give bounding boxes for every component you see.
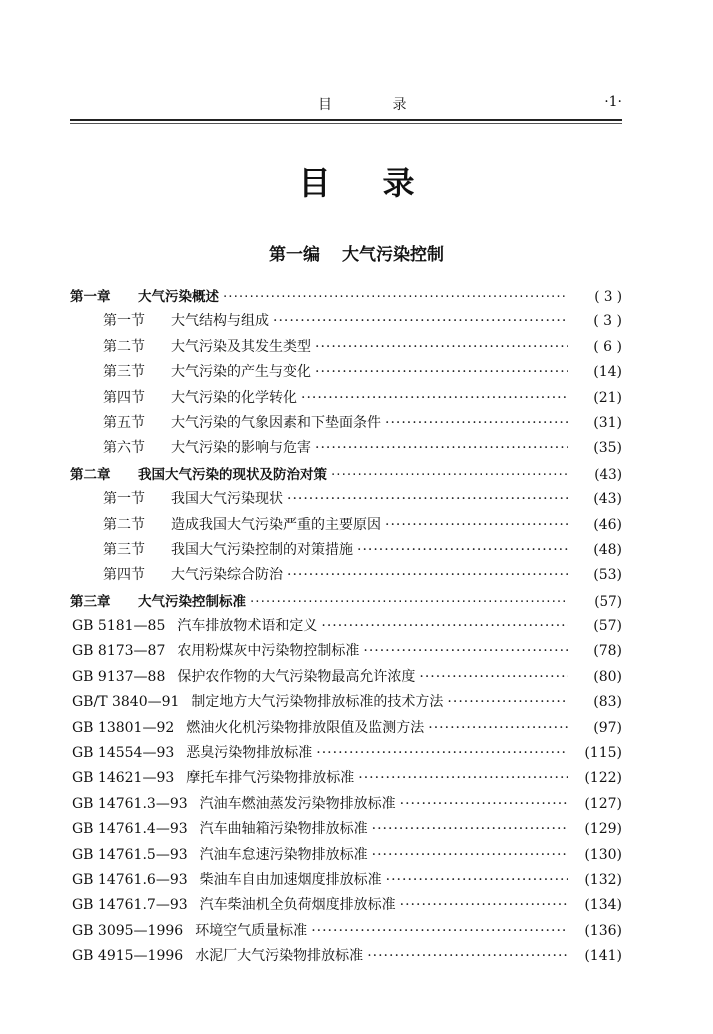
toc-section-entry[interactable] [70, 437, 622, 462]
toc-standard-entry[interactable] [70, 767, 622, 792]
toc-standard-entry[interactable] [70, 742, 622, 767]
toc-entry-title: 大气污染控制标准 [138, 593, 246, 610]
toc-section-entry[interactable] [70, 564, 622, 589]
toc-entry-title: 造成我国大气污染严重的主要原因 [171, 516, 381, 533]
toc-entry-number: 第二节 [103, 516, 145, 533]
toc-entry-number: GB 14761.6—93 [72, 871, 188, 888]
toc-entry-number: GB 14761.3—93 [72, 795, 188, 812]
toc-standard-entry[interactable] [70, 793, 622, 818]
toc-entry-title: 大气污染的化学转化 [171, 389, 297, 406]
toc-entry-page: (80) [593, 668, 622, 685]
toc-section-entry[interactable] [70, 488, 622, 513]
toc-entry-title: 汽车曲轴箱污染物排放标准 [199, 821, 368, 838]
toc-entry-title: 大气污染及其发生类型 [171, 338, 311, 355]
dot-leader [315, 364, 568, 380]
toc-entry-title: 环境空气质量标准 [195, 922, 308, 939]
dot-leader [357, 542, 568, 558]
dot-leader [301, 390, 568, 406]
toc-standard-entry[interactable] [70, 920, 622, 945]
toc-entry-page: (21) [593, 389, 622, 406]
toc-entry-number: GB 13801—92 [72, 719, 175, 736]
toc-entry-title: 大气污染综合防治 [171, 567, 283, 584]
dot-leader [372, 821, 568, 837]
toc-entry-page: (115) [584, 745, 622, 762]
running-header [70, 94, 622, 118]
toc-entry-page: (35) [593, 440, 622, 457]
toc-entry-number: 第三节 [103, 364, 145, 381]
dot-leader [273, 313, 568, 329]
toc-entry-title: 大气结构与组成 [171, 313, 269, 330]
toc-entry-page: (31) [593, 414, 622, 431]
toc-section-entry[interactable] [70, 310, 622, 335]
toc-standard-entry[interactable] [70, 894, 622, 919]
toc-entry-title: 汽车排放物术语和定义 [177, 618, 318, 635]
toc-entry-title: 大气污染的影响与危害 [171, 440, 311, 457]
toc-standard-entry[interactable] [70, 615, 622, 640]
toc-section-entry[interactable] [70, 412, 622, 437]
toc-section-entry[interactable] [70, 361, 622, 386]
toc-entry-page: (48) [593, 541, 622, 558]
toc-entry-title: 大气污染概述 [138, 289, 219, 305]
toc-entry-page: (136) [584, 922, 622, 939]
toc-entry-title: 恶臭污染物排放标准 [186, 745, 313, 762]
dot-leader [223, 289, 568, 305]
toc-entry-page: (43) [593, 491, 622, 508]
table-of-contents [70, 285, 622, 971]
toc-entry-page: (43) [594, 466, 622, 483]
toc-entry-page: (57) [593, 618, 622, 635]
dot-leader [428, 720, 568, 736]
toc-entry-title: 摩托车排气污染物排放标准 [186, 770, 355, 787]
page-number: ·1· [604, 94, 622, 110]
toc-section-entry[interactable] [70, 514, 622, 539]
dot-leader [400, 897, 568, 913]
dot-leader [385, 517, 568, 533]
dot-leader [316, 745, 568, 761]
toc-entry-page: (46) [593, 516, 622, 533]
toc-entry-number: GB 14554—93 [72, 745, 175, 762]
toc-standard-entry[interactable] [70, 691, 622, 716]
toc-entry-title: 制定地方大气污染物排放标准的技术方法 [191, 694, 444, 711]
dot-leader [419, 669, 568, 685]
toc-entry-title: 大气污染的气象因素和下垫面条件 [171, 414, 381, 431]
toc-entry-number: GB 4915—1996 [72, 948, 184, 965]
part-title [0, 240, 713, 265]
toc-entry-page: ( 6 ) [593, 338, 622, 355]
dot-leader [400, 796, 568, 812]
header-rule-thick [70, 119, 622, 121]
toc-entry-number: 第二节 [103, 338, 145, 355]
dot-leader [287, 567, 568, 583]
dot-leader [250, 594, 568, 610]
toc-entry-page: (78) [593, 643, 622, 660]
toc-chapter-entry[interactable] [70, 285, 622, 310]
toc-entry-number: 第一节 [103, 313, 145, 330]
dot-leader [321, 618, 568, 634]
part-label: 第一编 [269, 245, 320, 265]
toc-entry-number: 第四节 [103, 389, 145, 406]
toc-standard-entry[interactable] [70, 666, 622, 691]
toc-section-entry[interactable] [70, 387, 622, 412]
toc-entry-number: 第二章 [70, 466, 111, 483]
toc-entry-title: 水泥厂大气污染物排放标准 [195, 948, 364, 965]
toc-entry-page: (53) [593, 567, 622, 584]
dot-leader [363, 643, 568, 659]
toc-entry-number: GB 14761.7—93 [72, 897, 188, 914]
toc-entry-title: 大气污染的产生与变化 [171, 364, 311, 381]
part-name: 大气污染控制 [342, 245, 444, 265]
toc-standard-entry[interactable] [70, 869, 622, 894]
toc-chapter-entry[interactable] [70, 463, 622, 488]
toc-entry-title: 汽车柴油机全负荷烟度排放标准 [199, 897, 396, 914]
toc-standard-entry[interactable] [70, 945, 622, 970]
toc-entry-page: (83) [593, 694, 622, 711]
toc-entry-number: GB 9137—88 [72, 668, 166, 685]
toc-entry-number: GB 14761.5—93 [72, 846, 188, 863]
toc-entry-page: (134) [584, 897, 622, 914]
dot-leader [287, 491, 568, 507]
dot-leader [358, 770, 568, 786]
toc-entry-title: 柴油车自由加速烟度排放标准 [199, 871, 382, 888]
toc-entry-page: (129) [584, 821, 622, 838]
toc-entry-number: 第五节 [103, 414, 145, 431]
toc-entry-page: ( 3 ) [594, 289, 622, 305]
toc-entry-title: 我国大气污染控制的对策措施 [171, 541, 353, 558]
dot-leader [447, 694, 568, 710]
toc-entry-number: 第三节 [103, 541, 145, 558]
toc-standard-entry[interactable] [70, 640, 622, 665]
toc-entry-title: 汽油车燃油蒸发污染物排放标准 [199, 795, 396, 812]
toc-entry-page: ( 3 ) [593, 313, 622, 330]
page-title: 目录 [298, 164, 467, 202]
toc-entry-page: (141) [584, 948, 622, 965]
toc-entry-number: 第三章 [70, 593, 111, 610]
dot-leader [386, 872, 568, 888]
dot-leader [311, 923, 568, 939]
toc-entry-number: GB 8173—87 [72, 643, 166, 660]
dot-leader [372, 847, 568, 863]
toc-entry-title: 保护农作物的大气污染物最高允许浓度 [177, 668, 416, 685]
toc-entry-page: (14) [593, 364, 622, 381]
toc-entry-number: 第六节 [103, 440, 145, 457]
toc-standard-entry[interactable] [70, 818, 622, 843]
toc-entry-page: (97) [593, 719, 622, 736]
toc-entry-page: (122) [584, 770, 622, 787]
toc-section-entry[interactable] [70, 336, 622, 361]
toc-entry-number: GB 5181—85 [72, 618, 166, 635]
toc-entry-title: 燃油火化机污染物排放限值及监测方法 [186, 719, 425, 736]
toc-entry-number: GB/T 3840—91 [72, 694, 180, 711]
dot-leader [315, 339, 568, 355]
header-rule-thin [70, 123, 622, 124]
toc-entry-title: 汽油车怠速污染物排放标准 [199, 846, 368, 863]
dot-leader [385, 415, 568, 431]
dot-leader [331, 467, 568, 483]
toc-entry-title: 我国大气污染的现状及防治对策 [138, 466, 327, 483]
toc-entry-page: (130) [584, 846, 622, 863]
toc-entry-page: (127) [584, 795, 622, 812]
toc-section-entry[interactable] [70, 539, 622, 564]
toc-entry-page: (132) [584, 871, 622, 888]
toc-entry-title: 农用粉煤灰中污染物控制标准 [177, 643, 360, 660]
toc-standard-entry[interactable] [70, 844, 622, 869]
dot-leader [367, 948, 568, 964]
toc-entry-number: 第一章 [70, 289, 111, 305]
toc-entry-number: 第四节 [103, 567, 145, 584]
toc-standard-entry[interactable] [70, 717, 622, 742]
toc-chapter-entry[interactable] [70, 590, 622, 615]
toc-entry-title: 我国大气污染现状 [171, 491, 283, 508]
toc-entry-number: GB 14621—93 [72, 770, 175, 787]
dot-leader [315, 440, 568, 456]
toc-entry-number: GB 14761.4—93 [72, 821, 188, 838]
toc-entry-number: GB 3095—1996 [72, 922, 184, 939]
toc-entry-number: 第一节 [103, 491, 145, 508]
running-title: 目 录 [318, 97, 435, 113]
toc-entry-page: (57) [594, 593, 622, 610]
